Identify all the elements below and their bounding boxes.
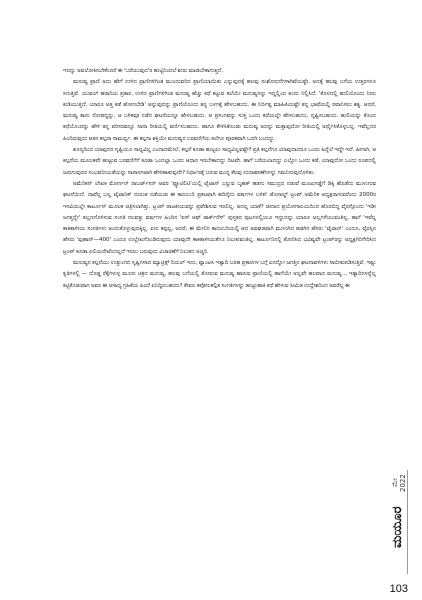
article-paragraph: ಮನುಷ್ಯನ ಕಲ್ಪನೆಯು ಉತ್ತುಂಗದ ಸೃಷ್ಟಿಗಳಾದ ಮ್ಯಾಟ್ರಿಕ್ಸ್ ರಿಯಲ್ ಇದು, ಫ್ಯಾಂಟಸಿ ಇತ್ಯಾದಿ ಬರಹ ಪ್ರಕಾರಗಳ ಬಗ್ಗೆ ಏನನ್ನೋ ಜಗತ್ತಿನ ಘಟನಾವಳಿಗಳು ಸಾಬೀತುಪಡಿಸುತ್ತಿವೆ. ಇಷ್ಟು ಕೃತಿಗಳಲ್ಲಿ — ದೊಡ್ಡ ರೆಕ್ಕೆಗಳುಳ್ಳ ಮೂರು ಚಕ್ರದ ಮನುಷ್ಯ, ಹಲವು ಬಗೆಯಲ್ಲಿ ತೋರುವ ಮನುಷ್ಯ ಹಾರುವ ಪ್ರಾಣಿಯಲ್ಲಿ ಹಾಗೆಯೇ ಅಲ್ಲವೇ ಹಲವಾದ ಮನುಷ್ಯ... ಇತ್ಯಾದಿಗಳನ್ನೆಲ್ಲ ಕಟ್ಟಿಕೊಡುವಾಗ ಅವರ ಈ ಅಸಾಧ್ಯ ಗ್ರಹಿಕೆಯ ಹಿಂದೆ ಏನಿದ್ದಿರಬಹುದು? ಕೇವಲ ಕಪೋಲಕಲ್ಪಿತ ಸಂಗತಿಗಳನ್ನು ಹುಟ್ಟುಹಾಕಿ ಕಥೆ ಹೇಳುವ ಸೀಮಿತ ಉದ್ದೇಶದಿಂದ ಅವರೆಲ್ಲ ಈ (63, 260, 376, 289)
article-paragraph: ಇದನ್ನು ಅವಲೋಕಿಸಬೇಕೆಂದರೆ ಈ 'ಬರೆಯುವುದ'ರ ಹುಟ್ಟಿನಿಂದಲೆ ಶುರು ಮಾಡಬೇಕಾಗುತ್ತದೆ. (63, 68, 224, 74)
article-paragraph: ಮನುಷ್ಯ ಪ್ರಾಣಿ ಅದು ಹೇಗೆ ಉಳಿದ ಪ್ರಾಣಿಗಳಿಗಿಂತ ಮುಂದುವರಿದ ಪ್ರಾಣಿಯಾಯಿತು ಎನ್ನುವುದಕ್ಕೆ ಹಲವು ಸಂಶೋಧನೆಗಳಾಗಿವೆಯಷ್ಟೇ. ಅದಕ್ಕೆ ಹಲವು ಬಗೆಯ ಉತ್ತರಗಳೂ ಸಿಗುತ್ತಿವೆ. ಯುವಲ್ ಹರಾರಿಯ ಪ್ರಕಾರ, ಉಳಿದ ಪ್ರಾಣಿಗಳಿಗಿಂತ ಮನುಷ್ಯ ಹೆಚ್ಚು ಕಥೆ ಕಟ್ಟುವ ಕಲೆಯೇ ಮನುಷ್ಯನನ್ನು ಇದ್ದಲ್ಲಿಂದ ತಂದು ನಿಲ್ಲಿಸಿದೆ. 'ಕೊಳದಲ್ಲಿ ಹುಲಿಯೊಂದು ನೀರು ಕುಡಿಯುತ್ತಿದೆ, ಯಾರೂ ಅತ್ತ ಕಡೆ ಹೋಗಬೇಡಿ' ಅನ್ನುವುದನ್ನು ಪ್ರಾಣಿಯೊಂದು ತನ್ನ ಬಳಗಕ್ಕೆ ಹೇಳಬಹುದು. ಈ ನಿರ್ದಿಷ್ಟ ಮಾಹಿತಿಯಷ್ಟೇ ತನ್ನ ಭಾಷೆಯಲ್ಲಿ ರವಾನಿಸಲು ಶಕ್ಯ. ಆದರೆ, ಮನುಷ್ಯ ತಾನು ನೋಡದ್ದನ್ನು, ಆ ಬಳಿಕವೂ ನಡೆದ ಘಟನೆಯನ್ನೂ ಹೇಳಬಹುದು. ಆ ಪ್ರಸಂಗವನ್ನು ಸುತ್ತ ಒಂದು ಕಥೆಯಲ್ಲೇ ಹೇಳಬಹುದು, ಸೃಷ್ಟಿಸಬಹುದು. ಹುಲಿಯನ್ನು ಕೊಂದ ಕಥೆಯೊಂದನ್ನು ಹೇಳಿ ತನ್ನ ಪರಿಸರವನ್ನೂ ನಾನಾ ರೀತಿಯಲ್ಲಿ ವರ್ಣಿಸಬಹುದು. ಹಾಗೂ ಕೇಳಿಸಿಕೊಂಡು ಮನುಷ್ಯ ಅದನ್ನು ಮತ್ತಾವುದೋ ರೀತಿಯಲ್ಲಿ ಅರ್ಥೈಸಿಕೊಳ್ಳಬಲ್ಲ. ಇವೆಲ್ಲದರ ಹಿಂದಿರುವುದು ಆತನ ಕಲ್ಪನಾ ಸಾಮರ್ಥ್ಯ. ಈ ಕಲ್ಪನಾ ಶಕ್ತಿಯೇ ಮನುಷ್ಯನ ಬರವಣಿಗೆಯ ಕಲೆಗೂ ಪೂರಕವಾಗಿ ಒದಗಿ ಬಂದದ್ದು. (63, 79, 376, 142)
article-paragraph: ಅಮೆರಿಕನ್ ಲೇಖಕ ಮೋರ್ಗನ್ ರಾಬರ್ಟ್‌ಸನ್ ಅವರ 'ಫ್ಯೂಟಿಲಿಟಿ'ಯಲ್ಲಿ ಟೈಟಾನ್ ಎನ್ನುವ ಬೃಹತ್ ಹಡಗು ಸಮುದ್ರದ ನಡುವೆ ಮಂಜುಗಡ್ಡೆಗೆ ಡಿಕ್ಕಿ ಹೊಡೆದು ಮುಳುಗುವ ಘಟನೆಯಿದೆ. ನಾವೆಲ್ಲ ಬಲ್ಲ ಟೈಟಾನಿಕ್ ದುರಂತ ನಡೆಯುವ ಈ ಕಾದಂಬರಿ ಪ್ರಕಟವಾಗಿ ಹದಿನೈದು ವರ್ಷಗಳ ಬಳಿಕ! ಡೊನಾಲ್ಡ್ ಟ್ರಂಪ್ ಅಮೆರಿಕ ಅಧ್ಯಕ್ಷರಾಗುವರೆಂದು 2000ರ ಇಸವಿಯಲ್ಲೇ ಕಾರ್ಟೂನ್ ಮೂಲಕ ಚಿತ್ರಿಸಲಾಗಿತ್ತು. ಟ್ರಂಪ್ ರಾಜಕೀಯವನ್ನು ಪ್ರವೇಶಿಸುವ ಇರಲಿಲ್ಲ. ಅದಲ್ಲ ಯಾಕೆ? ಚೀನಾದ ಪ್ರಯೋಗಾಲಯದಿಂದ ಹೊರಬಿದ್ದ ವೈರಸ್ಸೊಂದು 'ಇಡೀ ಜಗತ್ತನ್ನೇ' ತಲ್ಲಣಗೊಳಿಸುವ ಸಂಗತಿ ನಲವತ್ತು ವರ್ಷಗಳ ಹಿಂದಿನ 'ಐಸ್ ಆಫ್ ಡಾರ್ಕ್‌ನೆಸ್' ಪುಸ್ತಕದ ಪುಟಗಳಲ್ಲಿಯೂ ಇದ್ದುದನ್ನು ಯಾರೂ ಅಲ್ಲಗಳೆಯುವಂತಿಲ್ಲ. ಹಾಗೆ 'ಇವೆಲ್ಲ ಕಾಕತಾಳೀಯ ಸಂಗತಿಗಳು ಅಂದುಕೊಳ್ಳುವುದಕ್ಕಿಲ್ಲ. ಏನು ಕಪ್ಪಲ್ಲ, ಅದರೆ, ಈ ಮೇಲಿನ ಕಾದಂಬರಿಯಲ್ಲಿ ಆದ ಅವಘಡವಾಗಿ ಮುಳುಗಿದ ಹಡಗಿನ ಹೆಸರು 'ಟೈಟಾನ್' ಎಂದೂ, ವೈರಸ್ಸಿನ ಹೆಸರು 'ವುಹಾನ್—400' ಎಂದೂ ಉಲ್ಲೇಖಗೊಂಡಿರುವುದು ಯಾವುದೇ ಕಾಕತಾಳೀಯತೆಗೂ ನಿಲುಕುವಂತಿಲ್ಲ. ಕಾರ್ಟೂನಿನಲ್ಲಿ ತೋರಿಸಿದ ಭವಿಷ್ಯವೇ ಟ್ರಂಪ್‌ರನ್ನು ಅಧ್ಯಕ್ಷಗಿರಿಗೇರಿಸಿದ ಟ್ರಂಪ್ ಕೂಡಾ ಏಲಿಯನೇಟೆಂದಲ್ಲದೆ ಇರಲು ಬರುವುದು ವಿಚಾರಣೆಗೆ ನಿಲುಕದ ಅಚ್ಚರಿ. (63, 180, 376, 255)
issue-date: ಮೇ 2022 (391, 474, 407, 492)
article-body (63, 66, 376, 292)
magazine-side-strip (388, 470, 408, 576)
side-divider (407, 470, 408, 574)
article-paragraph: ಶೂನ್ಯದಿಂದ ಯಾವುದರ ಸೃಷ್ಟಿಯೂ ಸಾಧ್ಯವಿಲ್ಲ ಎಂದಾದಮೇಲೆ, ಕಲ್ಪನೆ ಕೂಡಾ ಹುಟ್ಟಲು ಸಾಧ್ಯವಿಲ್ಲವಷ್ಟೇ? ಪ್ರತಿ ಕಲ್ಪನೆಗೂ ಯಾವುದಾದರೂ ಒಂದು ಹಿನ್ನೆಲೆ ಇದ್ದೇ ಇದೆ. ಹೀಗಾಗಿ, ಆ ಕಲ್ಪನೆಯ ಮೂಲಕವೇ ಹುಟ್ಟುವ ಬರವಣಿಗೆಗೆ ಕೂಡಾ ಒಂದಲ್ಲಾ ಒಂದು ಆಧಾರ ಇರಬೇಕಾದದ್ದು ದಿಟವೇ. ಹಾಗೆ ಬರೆಯಲಾದದ್ದು ಎಲ್ಲೋ ಒಂದು ಕಡೆ, ಯಾವುದೋ ಒಂದು ರೂಪದಲ್ಲಿ ಜರುಗುವುದರ ಸಂಭವನೀಯತೆಯನ್ನು ಸಾರಾಸಗಟಾಗಿ ಹೇಳಿಹಾಕುವುದೇ? ನಿರ್ಧಾರಕ್ಕೆ ಬರುವ ಮುನ್ನ ಕೆಲವು ಉದಾಹರಣೆಗಳನ್ನು ಗಮನಿಸುವುದೊಳಿತು. (63, 147, 376, 176)
page-number: 103 (389, 583, 408, 595)
magazine-logo: ಮಯೂರ (390, 506, 405, 548)
